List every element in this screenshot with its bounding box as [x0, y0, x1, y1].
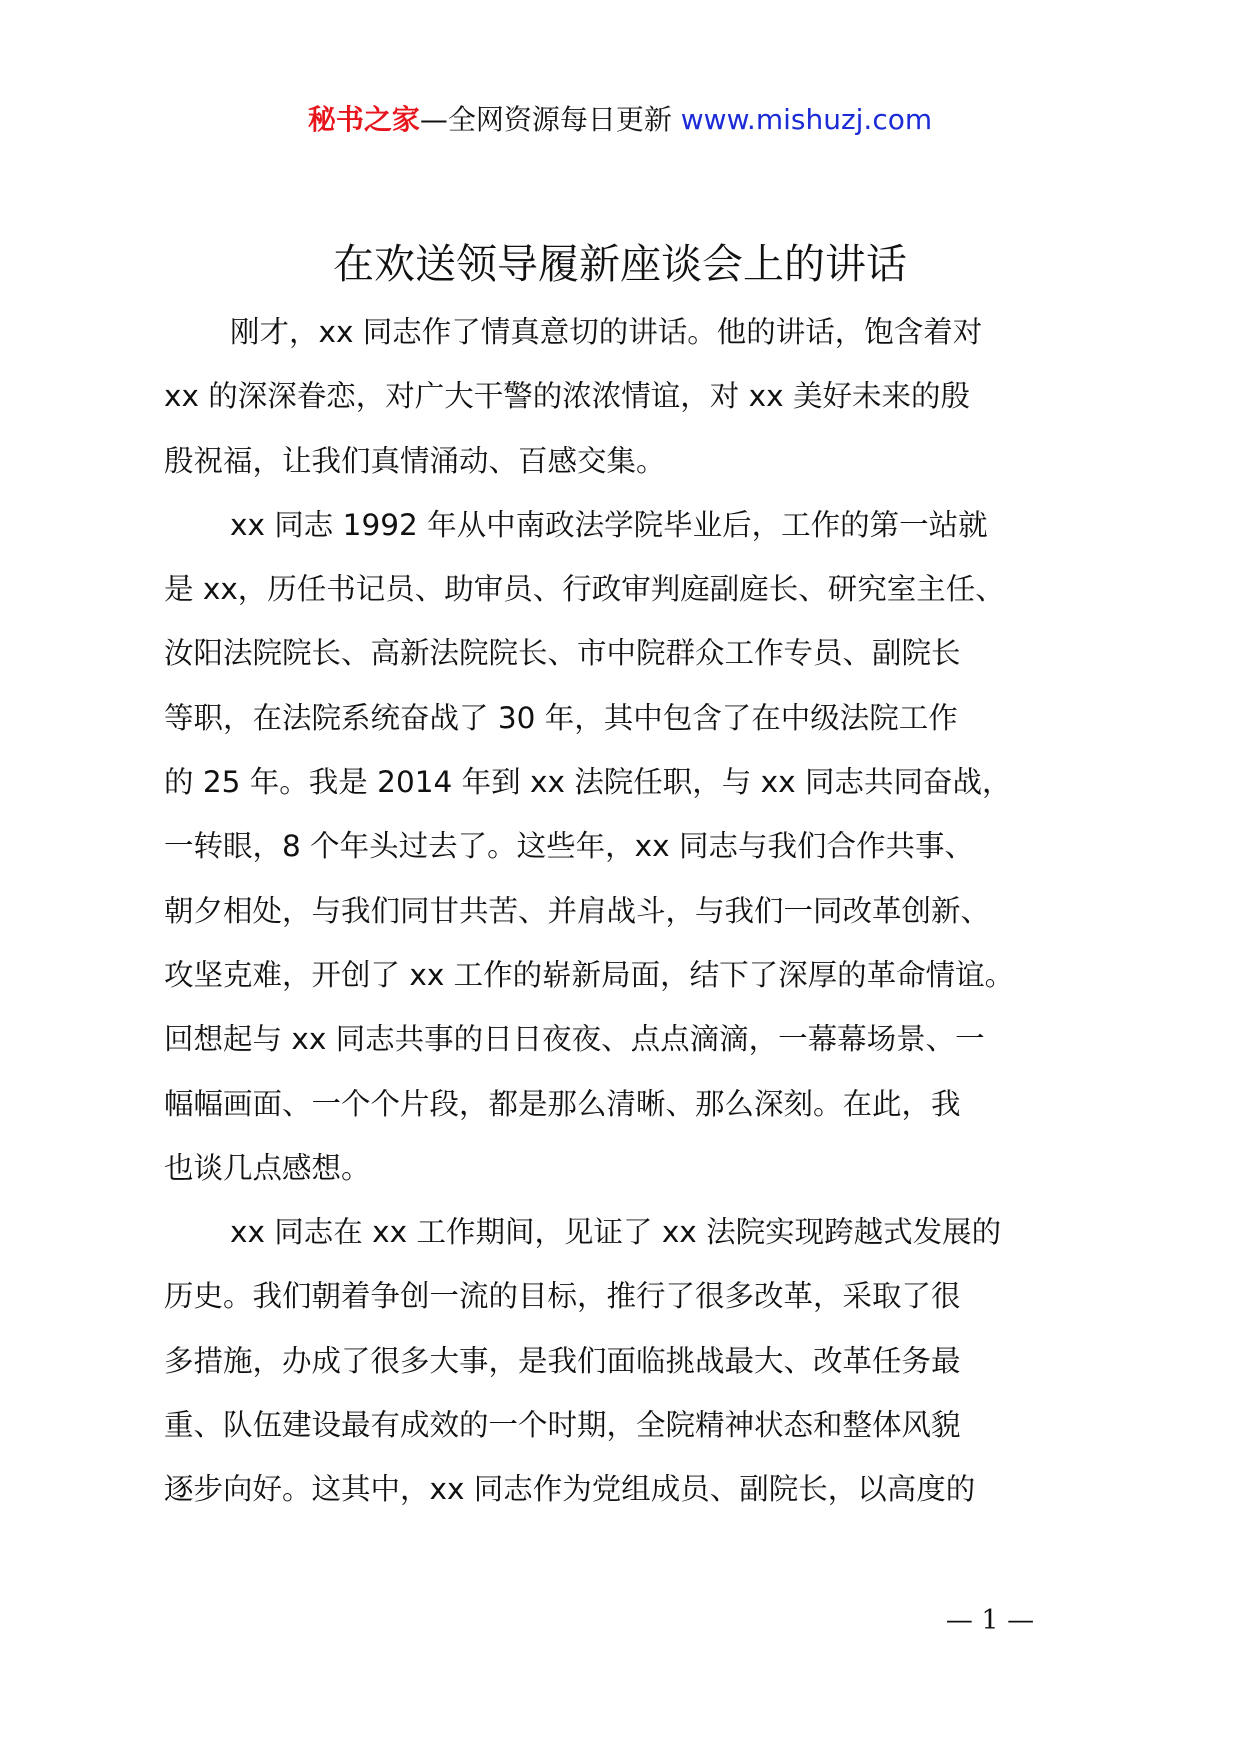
paragraph-line: xx 的深深眷恋，对广大干警的浓浓情谊，对 xx 美好未来的殷: [164, 379, 970, 414]
site-brand: 秘书之家: [307, 103, 420, 136]
paragraph-line: 汝阳法院院长、高新法院院长、市中院群众工作专员、副院长: [164, 636, 961, 671]
site-header: [0, 100, 1240, 140]
paragraph-line: 回想起与 xx 同志共事的日日夜夜、点点滴滴，一幕幕场景、一: [164, 1022, 985, 1057]
paragraph-line: 殷祝福，让我们真情涌动、百感交集。: [164, 443, 666, 478]
paragraph-line: xx 同志 1992 年从中南政法学院毕业后，工作的第一站就: [230, 507, 988, 542]
document-title: 在欢送领导履新座谈会上的讲话: [333, 240, 907, 288]
site-url[interactable]: www.mishuzj.com: [680, 103, 933, 136]
paragraph-line: 等职，在法院系统奋战了 30 年，其中包含了在中级法院工作: [164, 700, 958, 735]
paragraph-line: 一转眼，8 个年头过去了。这些年，xx 同志与我们合作共事、: [164, 829, 974, 864]
paragraph-line: 幅幅画面、一个个片段，都是那么清晰、那么深刻。在此，我: [164, 1086, 961, 1121]
page-number: — 1 —: [945, 1605, 1035, 1636]
paragraph-line: 历史。我们朝着争创一流的目标，推行了很多改革，采取了很: [164, 1279, 961, 1314]
site-tagline: —全网资源每日更新: [419, 103, 681, 136]
paragraph-line: 刚才，xx 同志作了情真意切的讲话。他的讲话，饱含着对: [230, 315, 983, 349]
paragraph-line: 是 xx，历任书记员、助审员、行政审判庭副庭长、研究室主任、: [164, 572, 1005, 607]
paragraph-line: 的 25 年。我是 2014 年到 xx 法院任职，与 xx 同志共同奋战，: [164, 765, 1012, 800]
paragraph-line: 攻坚克难，开创了 xx 工作的崭新局面，结下了深厚的革命情谊。: [164, 957, 1015, 992]
paragraph-line: 也谈几点感想。: [164, 1150, 371, 1185]
paragraph-line: 多措施，办成了很多大事，是我们面临挑战最大、改革任务最: [164, 1343, 961, 1378]
paragraph-line: 重、队伍建设最有成效的一个时期，全院精神状态和整体风貌: [164, 1408, 961, 1443]
paragraph-line: xx 同志在 xx 工作期间，见证了 xx 法院实现跨越式发展的: [230, 1215, 1002, 1250]
paragraph-line: 逐步向好。这其中，xx 同志作为党组成员、副院长，以高度的: [164, 1472, 976, 1507]
document-body: [164, 300, 1114, 1522]
paragraph-line: 朝夕相处，与我们同甘共苦、并肩战斗，与我们一同改革创新、: [164, 893, 991, 928]
